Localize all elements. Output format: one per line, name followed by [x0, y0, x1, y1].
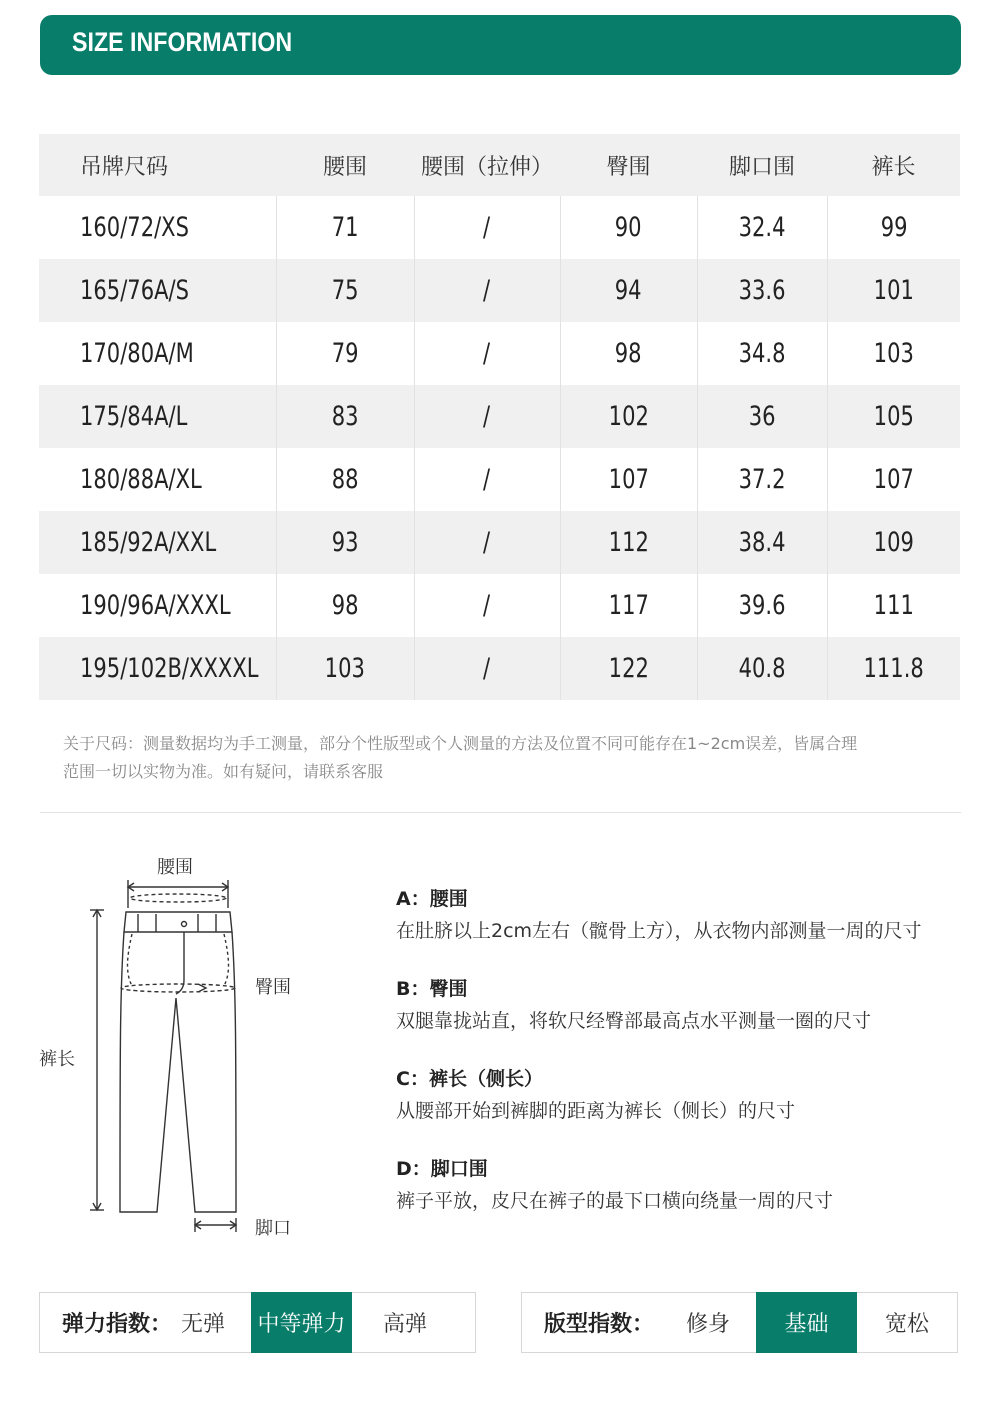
- cell-tag-size: [39, 259, 276, 322]
- cell-value: 190/96A/XXXL: [80, 590, 231, 621]
- cell-tag-size: [39, 574, 276, 637]
- cell-value: 180/88A/XL: [80, 464, 202, 495]
- cell-hip: [560, 196, 697, 259]
- note-line-2: 范围一切以实物为准。如有疑问，请联系客服: [63, 762, 384, 781]
- header-length: 裤长: [827, 134, 960, 196]
- cell-value: 185/92A/XXL: [80, 527, 217, 558]
- elasticity-option-high[interactable]: 高弹: [382, 1312, 427, 1337]
- diagram-label-hem: 脚口: [255, 1218, 291, 1239]
- table-row: [39, 637, 960, 700]
- size-table: [39, 134, 960, 700]
- cell-value: 112: [608, 527, 649, 558]
- cell-value: 102: [608, 401, 649, 432]
- header-waist: 腰围: [276, 134, 414, 196]
- cell-tag-size: [39, 511, 276, 574]
- cell-length: [827, 322, 960, 385]
- cell-value: /: [483, 464, 491, 495]
- cell-value: /: [483, 338, 491, 369]
- cell-value: 75: [331, 275, 359, 306]
- elasticity-label: 弹力指数：: [62, 1312, 173, 1337]
- cell-tag-size: [39, 448, 276, 511]
- cell-value: 109: [873, 527, 914, 558]
- diagram-label-length: 裤长: [39, 1049, 75, 1070]
- table-row: [39, 574, 960, 637]
- cell-value: /: [483, 401, 491, 432]
- cell-hem: [697, 322, 827, 385]
- cell-value: 101: [873, 275, 914, 306]
- measurement-note: [63, 730, 958, 786]
- cell-value: 105: [873, 401, 914, 432]
- cell-value: 39.6: [738, 590, 786, 621]
- cell-length: [827, 637, 960, 700]
- diagram-label-hip: 臀围: [255, 977, 291, 998]
- cell-hip: [560, 322, 697, 385]
- cell-waist: [276, 511, 414, 574]
- cell-tag-size: [39, 196, 276, 259]
- elasticity-option-none[interactable]: 无弹: [180, 1312, 225, 1337]
- divider: [40, 812, 961, 813]
- table-row: [39, 511, 960, 574]
- cell-value: 38.4: [738, 527, 786, 558]
- cell-hip: [560, 511, 697, 574]
- cell-value: 94: [615, 275, 642, 306]
- cell-value: 37.2: [738, 464, 786, 495]
- cell-hem: [697, 448, 827, 511]
- elasticity-option-medium[interactable]: 中等弹力: [251, 1292, 352, 1353]
- cell-waist: [276, 322, 414, 385]
- cell-value: 90: [615, 212, 642, 243]
- cell-length: [827, 259, 960, 322]
- cell-value: 165/76A/S: [80, 275, 189, 306]
- cell-waist: [276, 574, 414, 637]
- cell-value: 195/102B/XXXXL: [80, 653, 259, 684]
- cell-value: /: [483, 527, 491, 558]
- cell-value: 103: [324, 653, 366, 684]
- cell-hip: [560, 385, 697, 448]
- table-row: [39, 385, 960, 448]
- desc-length: [396, 1066, 976, 1126]
- desc-length-text: 从腰部开始到裤脚的距离为裤长（侧长）的尺寸: [396, 1100, 796, 1122]
- cell-value: 170/80A/M: [80, 338, 194, 369]
- cell-hem: [697, 385, 827, 448]
- note-line-1: 关于尺码：测量数据均为手工测量，部分个性版型或个人测量的方法及位置不同可能存在1~2cm误差，皆属合理: [63, 734, 858, 753]
- cell-value: /: [483, 653, 491, 684]
- desc-hem-title: D：脚口围: [396, 1158, 488, 1180]
- header-waist-stretch: 腰围（拉伸）: [414, 134, 560, 196]
- fit-option-regular[interactable]: 基础: [756, 1292, 857, 1353]
- cell-value: 175/84A/L: [80, 401, 188, 432]
- cell-value: 111.8: [863, 653, 924, 684]
- fit-index: [521, 1292, 958, 1353]
- cell-waist-stretch: [414, 385, 560, 448]
- cell-waist-stretch: [414, 574, 560, 637]
- desc-hip-title: B：臀围: [396, 978, 468, 1000]
- cell-value: 103: [873, 338, 914, 369]
- cell-hem: [697, 511, 827, 574]
- header-tag-size: 吊牌尺码: [39, 134, 276, 196]
- cell-value: /: [483, 590, 491, 621]
- elasticity-index: [39, 1292, 476, 1353]
- cell-value: 79: [331, 338, 359, 369]
- cell-hem: [697, 259, 827, 322]
- cell-waist: [276, 196, 414, 259]
- table-row: [39, 196, 960, 259]
- fit-label: 版型指数：: [544, 1312, 655, 1337]
- header-hip: 臀围: [560, 134, 697, 196]
- cell-value: 93: [331, 527, 359, 558]
- cell-value: 98: [331, 590, 359, 621]
- cell-hem: [697, 196, 827, 259]
- cell-length: [827, 448, 960, 511]
- cell-waist-stretch: [414, 511, 560, 574]
- cell-value: 99: [880, 212, 908, 243]
- desc-waist: [396, 886, 976, 946]
- diagram-label-waist: 腰围: [157, 857, 193, 878]
- cell-value: 33.6: [738, 275, 786, 306]
- cell-value: 34.8: [738, 338, 786, 369]
- cell-waist: [276, 448, 414, 511]
- desc-hem-text: 裤子平放，皮尺在裤子的最下口横向绕量一周的尺寸: [396, 1190, 834, 1212]
- cell-hip: [560, 448, 697, 511]
- cell-value: /: [483, 275, 491, 306]
- cell-hem: [697, 574, 827, 637]
- cell-value: /: [483, 212, 491, 243]
- desc-hem: [396, 1156, 976, 1216]
- cell-value: 111: [873, 590, 914, 621]
- cell-value: 98: [615, 338, 642, 369]
- table-header-row: [39, 134, 960, 196]
- cell-length: [827, 385, 960, 448]
- cell-value: 36: [748, 401, 776, 432]
- cell-value: 40.8: [738, 653, 786, 684]
- cell-value: 32.4: [738, 212, 786, 243]
- cell-tag-size: [39, 322, 276, 385]
- desc-length-title: C：裤长（侧长）: [396, 1068, 543, 1090]
- table-row: [39, 448, 960, 511]
- cell-waist-stretch: [414, 322, 560, 385]
- cell-waist-stretch: [414, 637, 560, 700]
- cell-waist-stretch: [414, 259, 560, 322]
- cell-hip: [560, 574, 697, 637]
- table-row: [39, 259, 960, 322]
- cell-tag-size: [39, 637, 276, 700]
- cell-value: 107: [608, 464, 649, 495]
- cell-waist-stretch: [414, 448, 560, 511]
- cell-length: [827, 574, 960, 637]
- fit-option-loose[interactable]: 宽松: [884, 1312, 929, 1337]
- cell-value: 160/72/XS: [80, 212, 189, 243]
- cell-length: [827, 511, 960, 574]
- cell-value: 88: [331, 464, 359, 495]
- cell-value: 107: [873, 464, 914, 495]
- section-title: SIZE INFORMATION: [72, 27, 293, 57]
- cell-value: 117: [608, 590, 649, 621]
- fit-option-slim[interactable]: 修身: [685, 1312, 730, 1337]
- cell-value: 83: [331, 401, 359, 432]
- cell-value: 71: [331, 212, 359, 243]
- cell-waist-stretch: [414, 196, 560, 259]
- header-hem: 脚口围: [697, 134, 827, 196]
- desc-hip: [396, 976, 976, 1036]
- cell-value: 122: [608, 653, 649, 684]
- cell-tag-size: [39, 385, 276, 448]
- pants-diagram-icon: [80, 870, 260, 1240]
- desc-waist-text: 在肚脐以上2cm左右（髋骨上方），从衣物内部测量一周的尺寸: [396, 920, 922, 942]
- cell-hem: [697, 637, 827, 700]
- section-header: [40, 15, 961, 75]
- desc-hip-text: 双腿靠拢站直，将软尺经臀部最高点水平测量一圈的尺寸: [396, 1010, 872, 1032]
- table-row: [39, 322, 960, 385]
- cell-length: [827, 196, 960, 259]
- cell-hip: [560, 637, 697, 700]
- desc-waist-title: A：腰围: [396, 888, 468, 910]
- cell-waist: [276, 259, 414, 322]
- cell-waist: [276, 385, 414, 448]
- cell-hip: [560, 259, 697, 322]
